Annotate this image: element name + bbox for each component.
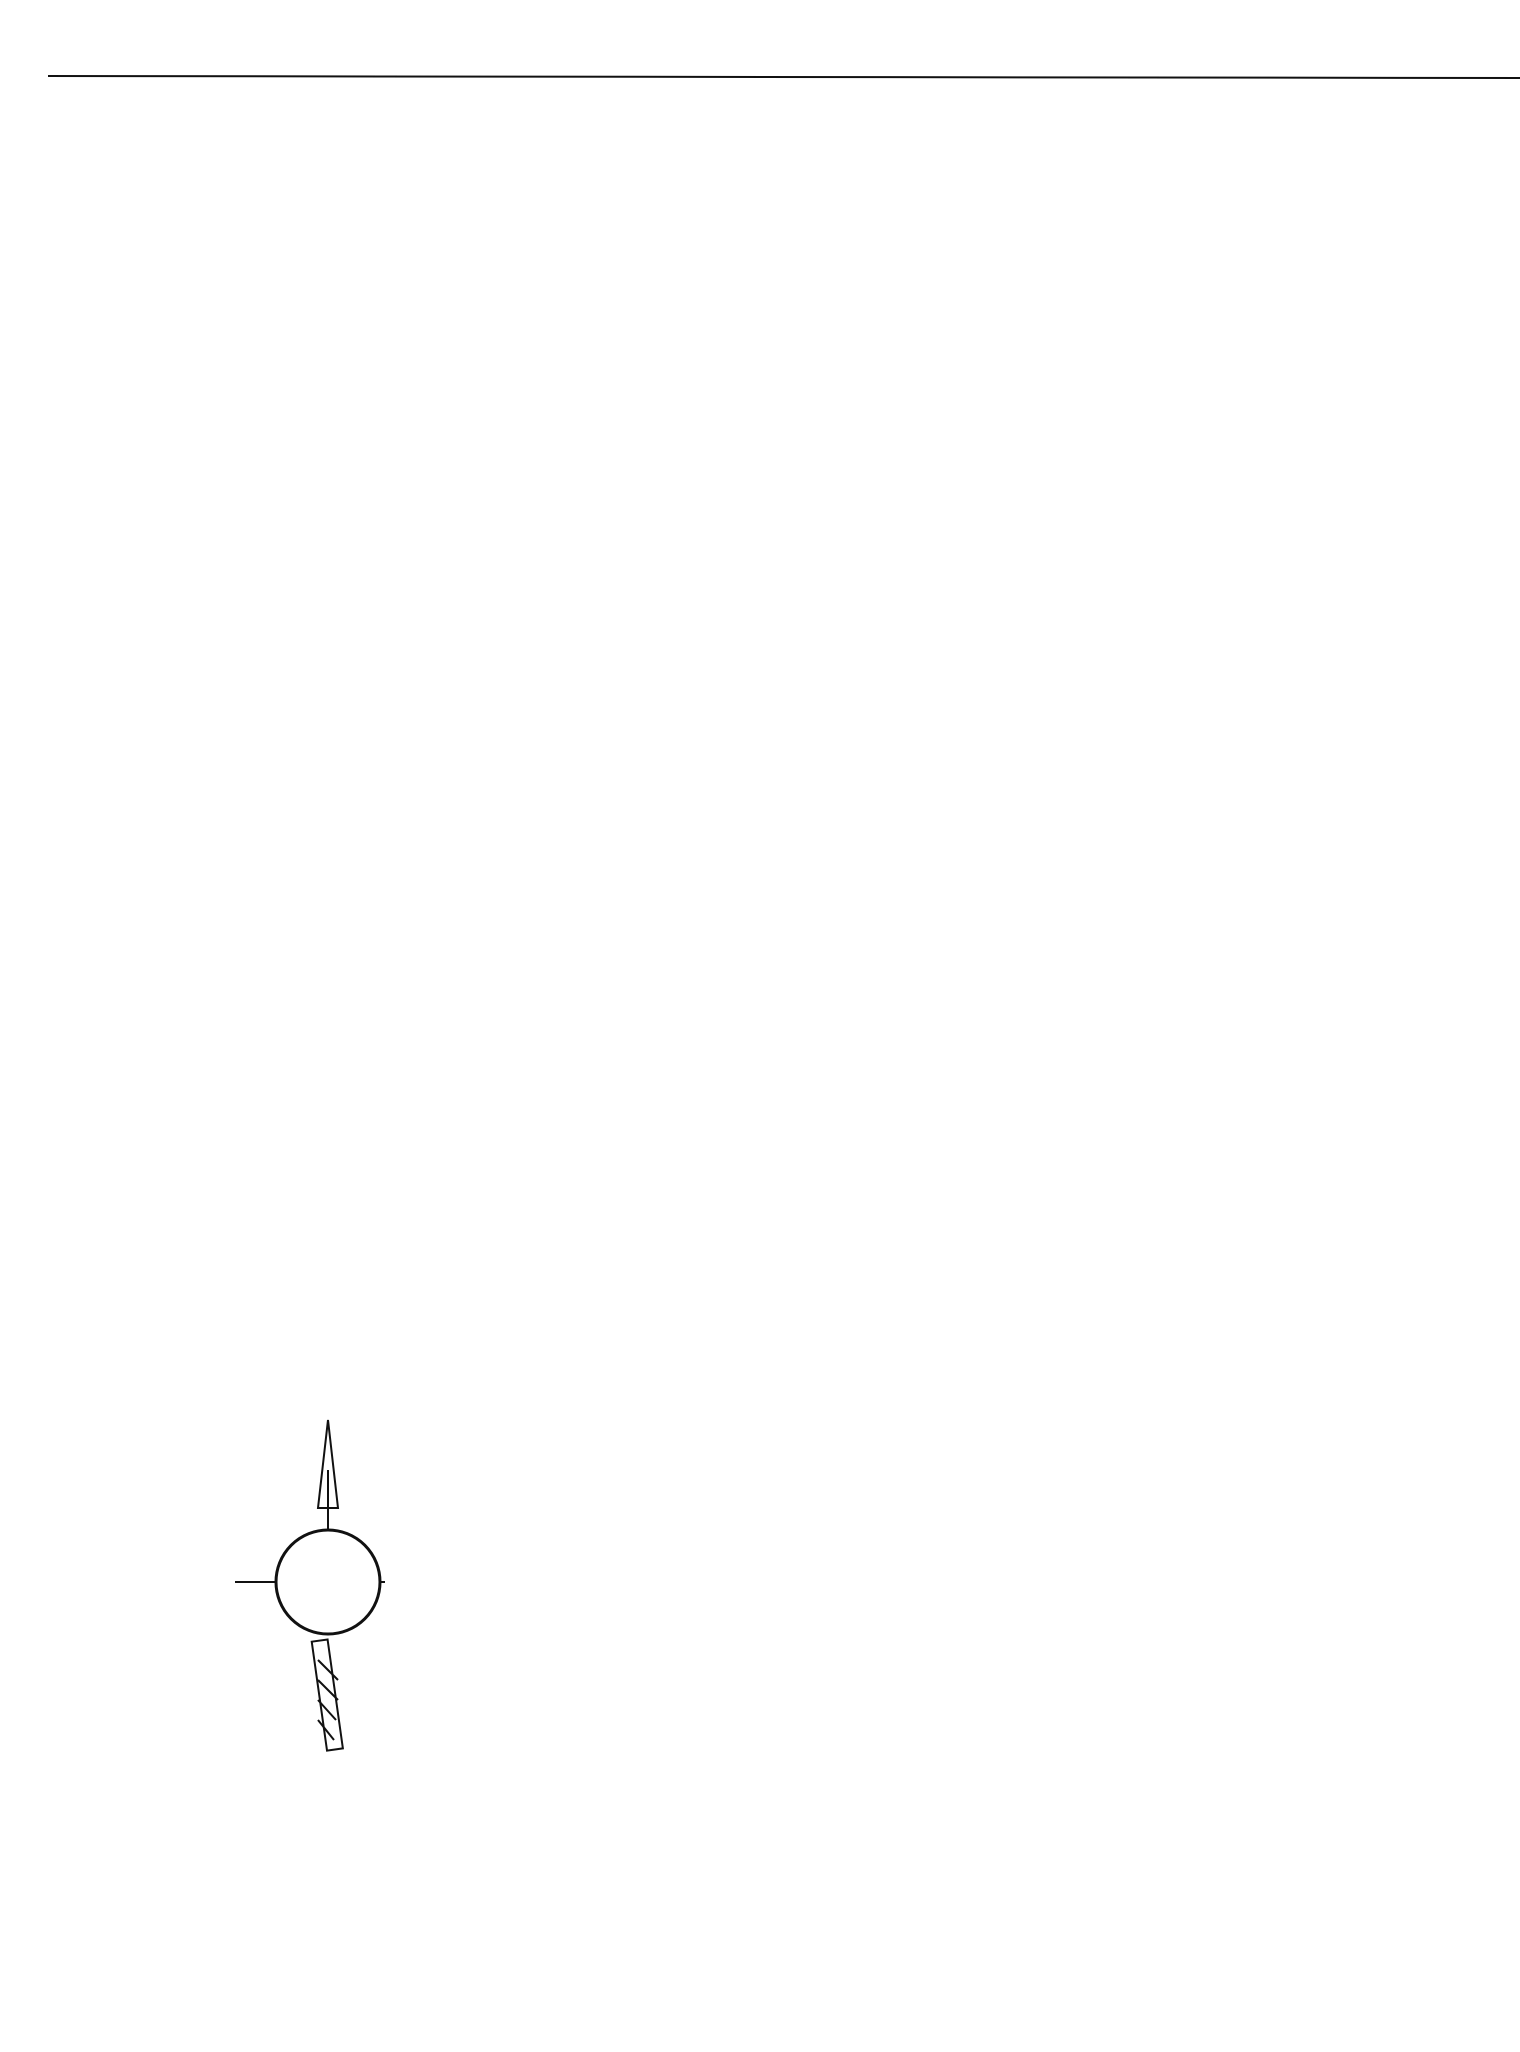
- header-rule: [48, 76, 1520, 78]
- map-header: [48, 76, 1520, 78]
- compass-tail-hatch: [318, 1660, 338, 1680]
- compass-circle: [276, 1530, 380, 1634]
- compass-tail-feather: [312, 1639, 343, 1750]
- compass: [235, 1420, 385, 1751]
